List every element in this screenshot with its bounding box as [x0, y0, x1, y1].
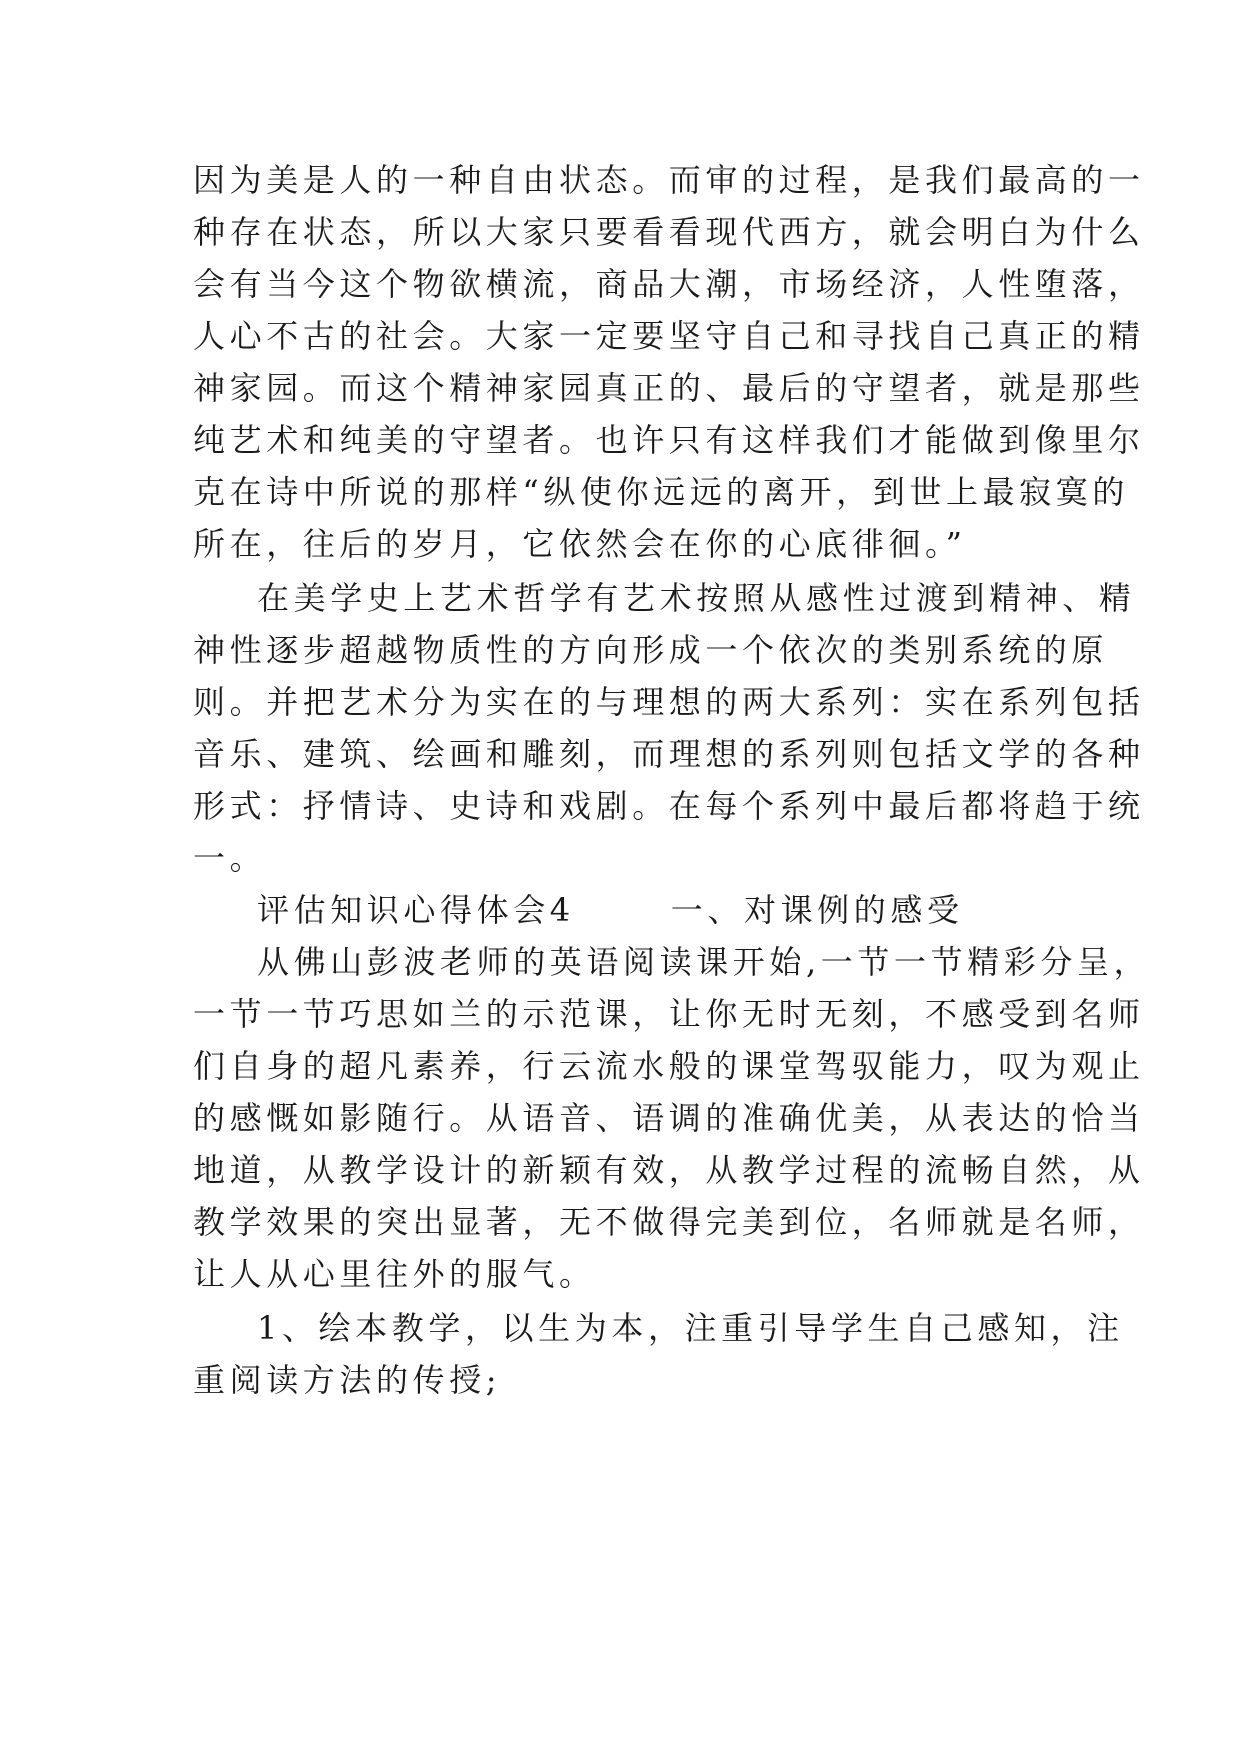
- text-line: 形式：抒情诗、史诗和戏剧。在每个系列中最后都将趋于统: [193, 787, 1145, 825]
- section-heading: [257, 890, 964, 930]
- text-line: 地道，从教学设计的新颖有效，从教学过程的流畅自然，从: [193, 1151, 1145, 1189]
- text-line: 神家园。而这个精神家园真正的、最后的守望者，就是那些: [193, 369, 1145, 407]
- text-line: 音乐、建筑、绘画和雕刻，而理想的系列则包括文学的各种: [193, 735, 1145, 773]
- text-line: 让人从心里往外的服气。: [193, 1255, 596, 1293]
- heading-subtitle: 一、对课例的感受: [670, 891, 964, 929]
- text-line: 一。: [193, 839, 267, 877]
- text-line: 因为美是人的一种自由状态。而审的过程，是我们最高的一: [193, 161, 1145, 199]
- text-line: 重阅读方法的传授;: [193, 1361, 502, 1399]
- text-line: 会有当今这个物欲横流，商品大潮，市场经济，人性堕落，: [193, 265, 1145, 303]
- text-line: 人心不古的社会。大家一定要坚守自己和寻找自己真正的精: [193, 317, 1145, 355]
- text-line: 纯艺术和纯美的守望者。也许只有这样我们才能做到像里尔: [193, 421, 1145, 459]
- text-line: 教学效果的突出显著，无不做得完美到位，名师就是名师，: [193, 1203, 1145, 1241]
- text-line: 则。并把艺术分为实在的与理想的两大系列：实在系列包括: [193, 683, 1145, 721]
- text-line: 在美学史上艺术哲学有艺术按照从感性过渡到精神、精: [257, 579, 1136, 617]
- text-line: 所在，往后的岁月，它依然会在你的心底徘徊。”: [193, 525, 967, 563]
- text-line: 从佛山彭波老师的英语阅读课开始,一节一节精彩分呈，: [257, 943, 1151, 981]
- text-line: 的感慨如影随行。从语音、语调的准确优美，从表达的恰当: [193, 1099, 1145, 1137]
- text-line: 种存在状态，所以大家只要看看现代西方，就会明白为什么: [193, 213, 1145, 251]
- heading-title: 评估知识心得体会4: [257, 891, 575, 929]
- text-line: 神性逐步超越物质性的方向形成一个依次的类别系统的原: [193, 631, 1109, 669]
- text-line: 1、绘本教学，以生为本，注重引导学生自己感知，注: [257, 1309, 1124, 1347]
- text-line: 克在诗中所说的那样“纵使你远远的离开，到世上最寂寞的: [193, 473, 1129, 511]
- text-line: 一节一节巧思如兰的示范课，让你无时无刻，不感受到名师: [193, 995, 1145, 1033]
- text-line: 们自身的超凡素养，行云流水般的课堂驾驭能力，叹为观止: [193, 1047, 1145, 1085]
